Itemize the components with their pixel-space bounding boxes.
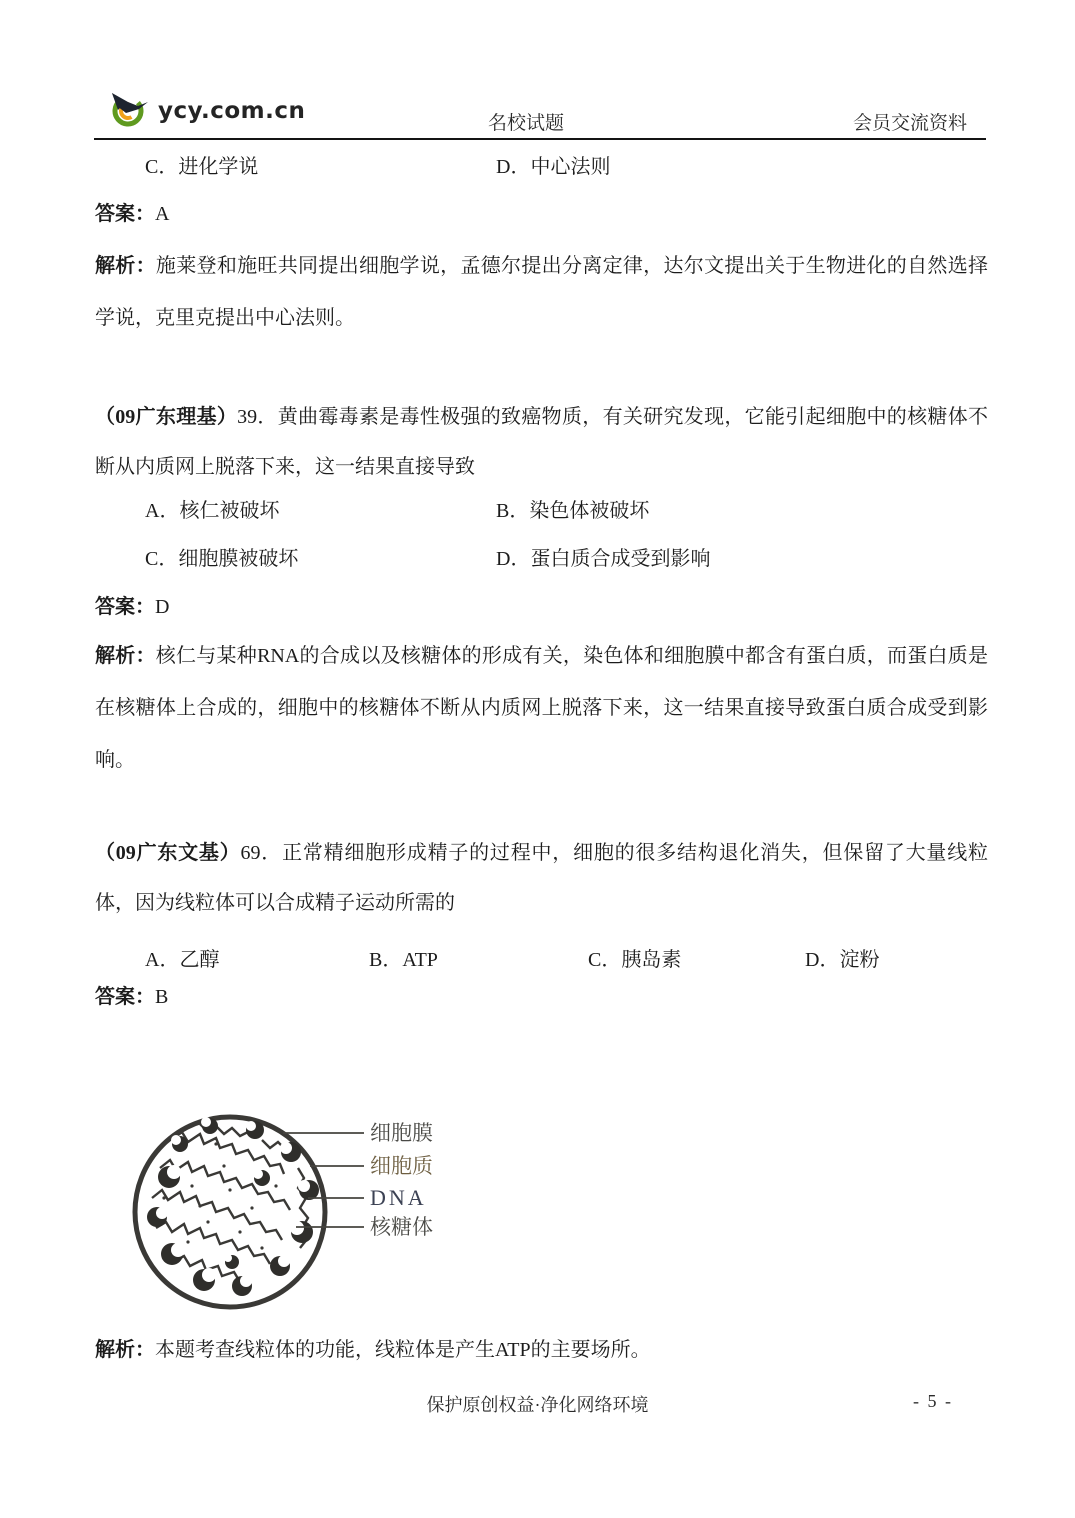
header-divider [94, 138, 986, 140]
q39-answer-line [95, 593, 169, 621]
q69-option-c: C．胰岛素 [588, 949, 682, 971]
analysis-label: 解析： [95, 645, 156, 667]
q69-option-a: A．乙醇 [145, 949, 220, 971]
label-cytoplasm: 细胞质 [370, 1154, 433, 1178]
page-number: - 5 - [913, 1391, 953, 1411]
answer-label: 答案： [95, 986, 155, 1008]
analysis-text: 本题考查线粒体的功能，线粒体是产生ATP的主要场所。 [155, 1339, 651, 1361]
cell-diagram [112, 1082, 662, 1322]
analysis-text: 核仁与某种RNA的合成以及核糖体的形成有关，染色体和细胞膜中都含有蛋白质，而蛋白质是在核糖体上合成的，细胞中的核糖体不断从内质网上脱落下来，这一结果直接导致蛋白质合成受到影响。 [95, 645, 989, 771]
q69-option-b: B．ATP [369, 949, 438, 971]
label-dna: DNA [370, 1185, 427, 1210]
question39-stem [95, 392, 988, 492]
question-text: 69．正常精细胞形成精子的过程中，细胞的很多结构退化消失，但保留了大量线粒体，因为线粒体可以合成精子运动所需的 [95, 842, 988, 914]
q39-analysis [95, 630, 988, 786]
site-logo [108, 86, 305, 135]
question69-stem [95, 828, 988, 928]
answer-label: 答案： [95, 596, 155, 618]
answer-value: A [155, 203, 170, 225]
q69-option-d: D．淀粉 [805, 949, 880, 971]
answer-label: 答案： [95, 203, 155, 225]
answer-value: D [155, 596, 170, 618]
question-text: 39．黄曲霉毒素是毒性极强的致癌物质，有关研究发现，它能引起细胞中的核糖体不断从内质网上脱落下来，这一结果直接导致 [95, 406, 989, 478]
header-center-label: 名校试题 [488, 113, 565, 134]
header-right-label: 会员交流资料 [852, 113, 967, 134]
analysis-text: 施莱登和施旺共同提出细胞学说，孟德尔提出分离定律，达尔文提出关于生物进化的自然选择学说，克里克提出中心法则。 [95, 255, 989, 329]
footer-slogan: 保护原创权益·净化网络环境 [426, 1395, 649, 1415]
q39-option-b: B．染色体被破坏 [496, 500, 650, 522]
analysis-label: 解析： [95, 1339, 155, 1361]
q69-analysis [95, 1336, 988, 1364]
prev-answer-line [95, 200, 169, 228]
question-source: （09广东文基） [95, 842, 241, 864]
q39-option-a: A．核仁被破坏 [145, 500, 280, 522]
label-ribosome: 核糖体 [370, 1215, 433, 1239]
analysis-label: 解析： [95, 255, 156, 277]
q69-answer-line [95, 983, 168, 1011]
prev-option-c: C．进化学说 [145, 156, 259, 178]
answer-value: B [155, 986, 169, 1008]
logo-icon [108, 86, 150, 135]
question-source: （09广东理基） [95, 406, 238, 428]
logo-text: ycy.com.cn [158, 97, 306, 124]
prev-analysis [95, 240, 988, 344]
prev-option-d: D．中心法则 [496, 156, 611, 178]
q39-option-c: C．细胞膜被破坏 [145, 548, 299, 570]
q39-option-d: D．蛋白质合成受到影响 [496, 548, 711, 570]
label-cell-membrane: 细胞膜 [370, 1121, 433, 1145]
